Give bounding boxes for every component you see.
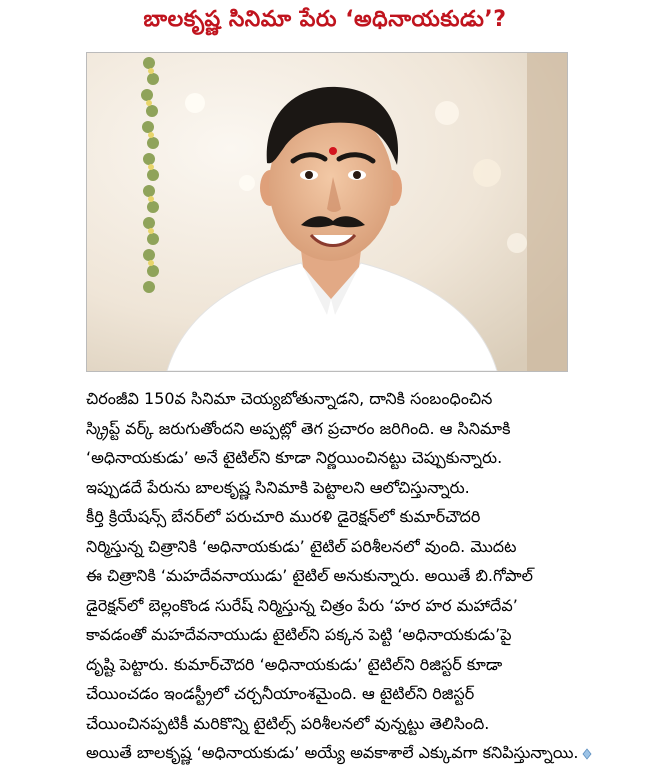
article-line-7: ఈ చిత్రానికి ‘మహదేవనాయుడు’ టైటిల్ అనుకున్నారు. అయితే బి.గోపాల్: [86, 566, 533, 585]
article-line-2: స్క్రిప్ట్ వర్క్ జరుగుతోందని అప్పట్లో తెగ ప్రచారం జరిగింది. ఆ సినిమాకి: [86, 418, 511, 438]
article-line-6: నిర్మిస్తున్న చిత్రానికి ‘అధినాయకుడు’ టైటిల్ పరిశీలనలో వుంది. మొదట: [86, 536, 517, 556]
article-line-11: చేయించడం ఇండస్ట్రీలో చర్చనీయాంశమైంది. ఆ టైటిల్‌ని రిజిస్టర్: [86, 684, 475, 703]
page-title: బాలకృష్ణ సినిమా పేరు ‘అధినాయకుడు’?: [143, 7, 507, 32]
article-line-10: దృష్టి పెట్టారు. కుమార్‌చౌదరి ‘అధినాయకుడు’ టైటిల్‌ని రిజిస్టర్ కూడా: [86, 654, 503, 674]
article-photo: [86, 52, 568, 372]
article-line-13: [86, 738, 620, 768]
header: [0, 0, 650, 44]
article-line-13-text: అయితే బాలకృష్ణ ‘అధినాయకుడు’ అయ్యే అవకాశాలే ఎక్కువగా కనిపిస్తున్నాయి.: [86, 743, 579, 762]
article-line-4: ఇప్పుడదే పేరును బాలకృష్ణ సినిమాకి పెట్టాలని ఆలోచిస్తున్నారు.: [86, 477, 470, 497]
article-line-9: కావడంతో మహదేవనాయుడు టైటిల్‌ని పక్కన పెట్టి ‘అధినాయకుడు’పై: [86, 625, 512, 644]
article-line-8: డైరెక్షన్‌లో బెల్లంకొండ సురేష్ నిర్మిస్తున్న చిత్రం పేరు ‘హర హర మహాదేవ’: [86, 595, 518, 615]
person-photo-icon: [87, 53, 567, 371]
article-body: [86, 384, 620, 768]
article-line-3: ‘అధినాయకుడు’ అనే టైటిల్‌ని కూడా నిర్ణయించినట్టు చెప్పుకున్నారు.: [86, 448, 503, 467]
article-line-1: చిరంజీవి 150వ సినిమా చెయ్యబోతున్నాడని, దానికి సంబంధించిన: [86, 389, 493, 408]
article-line-5: కీర్తి క్రియేషన్స్ బేనర్‌లో పరుచూరి మురళి డైరెక్షన్‌లో కుమార్‌చౌదరి: [86, 507, 481, 526]
article-line-12: చేయించినప్పటికీ మరికొన్ని టైటిల్స్ పరిశీలనలో వున్నట్టు తెలిసింది.: [86, 713, 490, 733]
end-mark-icon: [581, 748, 593, 760]
